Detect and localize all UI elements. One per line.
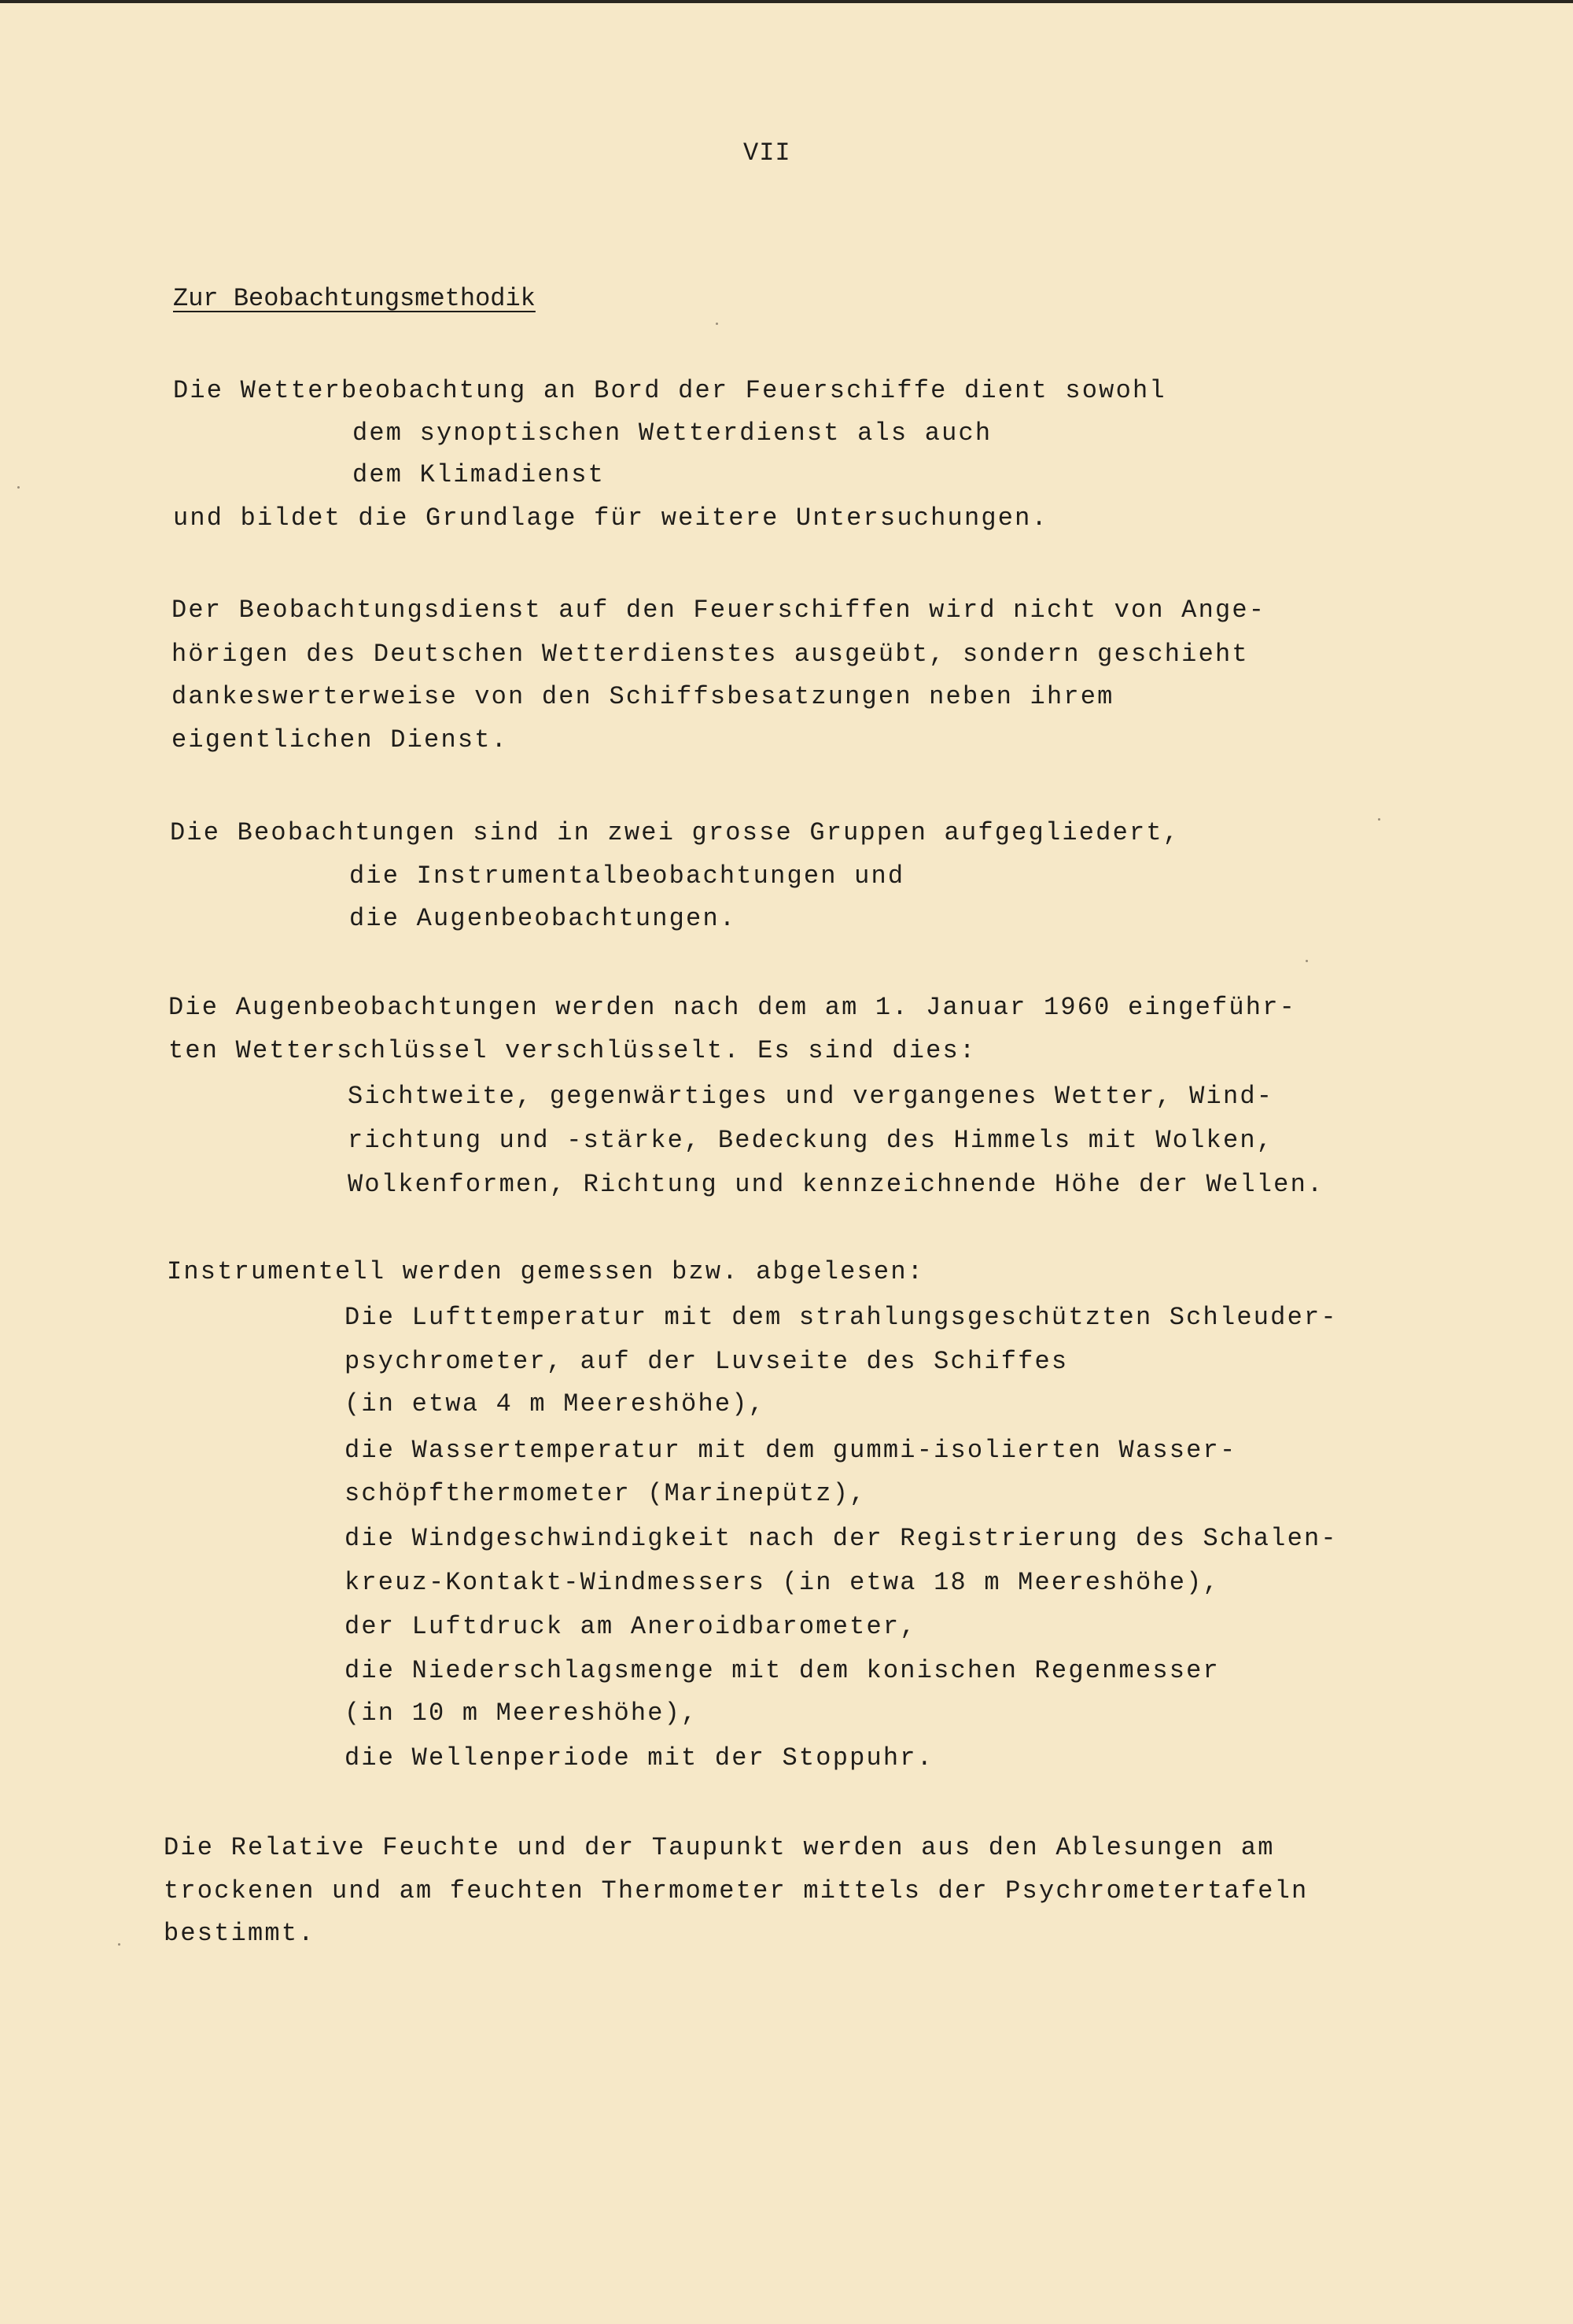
paper-speck <box>118 1943 120 1946</box>
paragraph-3-line-3: die Augenbeobachtungen. <box>349 904 737 933</box>
paragraph-5-line-6: schöpfthermometer (Marinepütz), <box>344 1479 867 1508</box>
paragraph-5-line-11: (in 10 m Meereshöhe), <box>344 1699 698 1728</box>
paragraph-4-line-2: ten Wetterschlüssel verschlüsselt. Es sind dies: <box>168 1036 977 1065</box>
paragraph-5-line-10: die Niederschlagsmenge mit dem konischen Regenmesser <box>344 1656 1220 1685</box>
paragraph-5-line-7: die Windgeschwindigkeit nach der Registrierung des Schalen- <box>344 1524 1338 1553</box>
paragraph-2-line-3: dankeswerterweise von den Schiffsbesatzungen neben ihrem <box>171 682 1114 711</box>
paragraph-3-line-1: Die Beobachtungen sind in zwei grosse Gruppen aufgegliedert, <box>170 818 1181 847</box>
paragraph-4-line-1: Die Augenbeobachtungen werden nach dem am 1. Januar 1960 eingeführ- <box>168 993 1297 1022</box>
paragraph-1-line-2: dem synoptischen Wetterdienst als auch <box>352 419 993 448</box>
paragraph-6-line-2: trockenen und am feuchten Thermometer mittels der Psychrometertafeln <box>164 1876 1309 1905</box>
paragraph-2-line-4: eigentlichen Dienst. <box>171 725 509 754</box>
paragraph-5-line-8: kreuz-Kontakt-Windmessers (in etwa 18 m Meereshöhe), <box>344 1568 1220 1597</box>
paragraph-2-line-2: hörigen des Deutschen Wetterdienstes ausgeübt, sondern geschieht <box>171 640 1249 669</box>
paragraph-6-line-3: bestimmt. <box>164 1919 315 1948</box>
paragraph-5-line-12: die Wellenperiode mit der Stoppuhr. <box>344 1743 934 1773</box>
page-number: VII <box>743 138 791 168</box>
paragraph-2-line-1: Der Beobachtungsdienst auf den Feuerschiffen wird nicht von Ange- <box>171 596 1266 625</box>
paragraph-5-line-5: die Wassertemperatur mit dem gummi-isolierten Wasser- <box>344 1436 1237 1465</box>
page-edge <box>0 0 1573 3</box>
paragraph-4-line-5: Wolkenformen, Richtung und kennzeichnende Höhe der Wellen. <box>348 1170 1324 1199</box>
paragraph-5-line-2: Die Lufttemperatur mit dem strahlungsgeschützten Schleuder- <box>344 1303 1338 1332</box>
paper-speck <box>1378 818 1380 821</box>
paragraph-4-line-3: Sichtweite, gegenwärtiges und vergangenes Wetter, Wind- <box>348 1082 1274 1111</box>
paper-speck <box>17 486 20 489</box>
paragraph-5-line-4: (in etwa 4 m Meereshöhe), <box>344 1389 766 1418</box>
paragraph-3-line-2: die Instrumentalbeobachtungen und <box>349 861 905 891</box>
paper-speck <box>1306 960 1308 962</box>
paragraph-1-line-1: Die Wetterbeobachtung an Bord der Feuerschiffe dient sowohl <box>173 376 1166 405</box>
paper-speck <box>716 323 718 325</box>
section-heading: Zur Beobachtungsmethodik <box>173 284 536 313</box>
paragraph-4-line-4: richtung und -stärke, Bedeckung des Himmels mit Wolken, <box>348 1126 1274 1155</box>
paragraph-1-line-4: und bildet die Grundlage für weitere Untersuchungen. <box>173 504 1048 533</box>
paragraph-5-line-3: psychrometer, auf der Luvseite des Schiffes <box>344 1347 1069 1376</box>
paragraph-5-line-9: der Luftdruck am Aneroidbarometer, <box>344 1612 917 1641</box>
paragraph-5-line-1: Instrumentell werden gemessen bzw. abgelesen: <box>167 1257 925 1286</box>
paragraph-1-line-3: dem Klimadienst <box>352 460 606 489</box>
paragraph-6-line-1: Die Relative Feuchte und der Taupunkt werden aus den Ablesungen am <box>164 1833 1275 1862</box>
